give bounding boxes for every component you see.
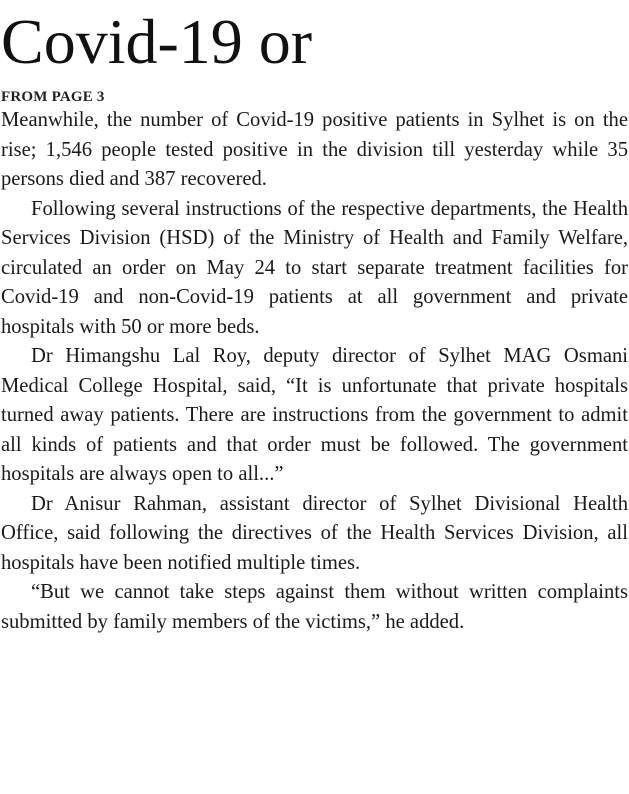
paragraph-3: Dr Himangshu Lal Roy, deputy director of Sylhet MAG Osmani Medical College Hospital, said, “It is unfortunate that private hospitals turned away patients. There are instructions from the government to admit all kinds of patients and that order must be followed. The government hospitals are always open to all...” bbox=[1, 345, 628, 485]
article-body bbox=[1, 106, 628, 637]
paragraph-1: Meanwhile, the number of Covid-19 positive patients in Sylhet is on the rise; 1,546 people tested positive in the division till yesterday while 35 persons died and 387 recovered. bbox=[1, 109, 628, 190]
headline: Covid-19 or bbox=[1, 6, 313, 77]
paragraph-4: Dr Anisur Rahman, assistant director of Sylhet Divisional Health Office, said following the directives of the Health Services Division, all hospitals have been notified multiple times. bbox=[1, 492, 628, 574]
paragraph-5: “But we cannot take steps against them without written complaints submitted by family members of the victims,” he added. bbox=[1, 581, 628, 633]
jump-line: FROM PAGE 3 bbox=[1, 89, 105, 105]
article bbox=[1, 0, 628, 637]
paragraph-2: Following several instructions of the respective departments, the Health Services Division (HSD) of the Ministry of Health and Family Welfare, circulated an order on May 24 to start separate treatment facilities for Covid-19 and non-Covid-19 patients at all government and private hospitals with 50 or more beds. bbox=[1, 197, 628, 338]
